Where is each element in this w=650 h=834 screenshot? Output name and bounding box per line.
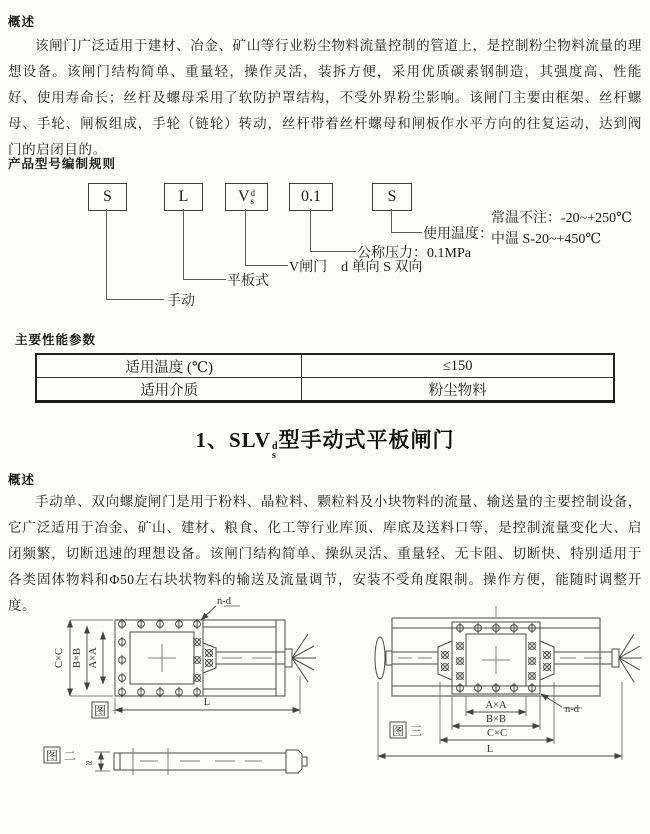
overview2-paragraph: 手动单、双向螺旋闸门是用于粉料、晶粒料、颗粒料及小块物料的流量、输送量的主要控制设备，它广泛适用于冶金、矿山、建材、粮食、化工等行业库顶、库底及送料口等，是控制流量变化大、启闭频繁，切断迅速的理想设备。该闸门结构简单、操纵灵活、重量轻、无卡阻、切断快、特别适用于各类固体物料和Φ50左右块状物料的输送及流量调节，安装不受角度限制。操作方便，能随时调整开度。	[8, 494, 642, 613]
param-value-medium: 粉尘物料	[302, 378, 614, 402]
product-title-supsub	[272, 442, 279, 460]
model-box-pressure-label: 0.1	[301, 188, 321, 205]
connector-plate	[183, 209, 226, 280]
connector-direction	[245, 209, 288, 266]
overview1-heading: 概述	[8, 15, 36, 29]
connector-pressure	[310, 209, 356, 252]
temp-notes	[491, 208, 632, 250]
table-row	[36, 354, 614, 378]
fig3-dim-aa: A×A	[485, 700, 507, 711]
product-title-number: 1、	[195, 428, 229, 452]
figure1-caption-char: 图	[93, 704, 107, 718]
product-title-sub: s	[271, 450, 277, 461]
model-box-s2-label: S	[387, 188, 397, 205]
performance-table	[35, 353, 615, 403]
fig1-dim-l: L	[203, 697, 211, 708]
model-v-sub: s	[250, 196, 255, 206]
figure2-caption-char: 图	[45, 749, 59, 763]
figure1-drawing	[54, 596, 316, 718]
plate-label: 平板式	[227, 274, 269, 289]
model-box-v-label: V	[237, 188, 250, 205]
model-box-l-label: L	[178, 188, 189, 205]
model-box-s1	[88, 183, 127, 211]
fig3-dim-cc: C×C	[487, 728, 507, 739]
fig1-bolt-callout: n-d	[217, 596, 231, 607]
model-box-s1-label: S	[103, 188, 112, 205]
overview1-paragraph: 该闸门广泛适用于建材、冶金、矿山等行业粉尘物料流量控制的管道上，是控制粉尘物料流量的理想设备。该闸门结构简单、重量轻，操作灵活，装拆方便，采用优质碳素钢制造，其强度高、性能好、使用寿命长；丝杆及螺母采用了软防护罩结构，不受外界粉尘影响。该闸门主要由框架、丝杆螺母、手轮、闸板组成，手轮（链轮）转动，丝杆带着丝杆螺母和闸板作水平方向的往复运动，达到阀门的启闭目的。	[8, 38, 642, 157]
figure2-caption-num: 二	[63, 749, 77, 763]
fig2-approx-mark: ≈	[85, 756, 93, 770]
technical-drawings	[0, 588, 650, 834]
figure3-drawing	[375, 606, 642, 760]
figure1-caption-num: 一	[111, 704, 125, 718]
figure2-drawing	[44, 747, 307, 775]
overview2-heading: 概述	[8, 473, 36, 487]
direction-label: V闸门 d 单向 S 双向	[289, 260, 423, 275]
model-box-s2	[372, 183, 412, 211]
figure3-caption-char: 图	[391, 724, 405, 738]
fig1-dim-cc: C×C	[54, 648, 65, 668]
performance-heading: 主要性能参数	[15, 333, 97, 347]
figure3-caption-num: 三	[409, 724, 423, 738]
product-title-model: SLV	[229, 428, 271, 452]
param-name-medium: 适用介质	[36, 378, 302, 402]
product-title-sup: d	[271, 441, 279, 452]
model-box-v	[225, 183, 268, 211]
table-row	[36, 378, 614, 402]
param-value-temp: ≤150	[302, 354, 614, 378]
fig3-dim-bb: B×B	[486, 714, 506, 725]
fig1-dim-aa: A×A	[88, 647, 99, 669]
model-v-sup: d	[250, 188, 256, 198]
model-box-l	[164, 183, 203, 211]
fig3-bolt-callout: n-d	[565, 704, 579, 715]
temp-note-2: 中温 S-20~+450℃	[491, 232, 602, 247]
product-title-rest: 型手动式平板闸门	[278, 428, 455, 452]
temp-label: 使用温度：	[423, 227, 493, 242]
connector-temp	[391, 209, 422, 233]
connector-manual	[106, 209, 164, 300]
model-rules-heading: 产品型号编制规则	[8, 157, 117, 171]
param-name-temp: 适用温度 (℃)	[36, 354, 302, 378]
fig3-dim-l: L	[486, 744, 494, 755]
model-box-v-supsub	[251, 189, 256, 205]
model-box-pressure	[289, 183, 333, 211]
product-title	[0, 424, 650, 461]
fig1-dim-bb: B×B	[72, 648, 83, 668]
model-code-diagram	[0, 170, 650, 335]
temp-note-1: 常温不注：-20~+250℃	[491, 211, 632, 226]
pressure-label: 公称压力：0.1MPa	[357, 246, 471, 261]
manual-label: 手动	[167, 294, 195, 309]
